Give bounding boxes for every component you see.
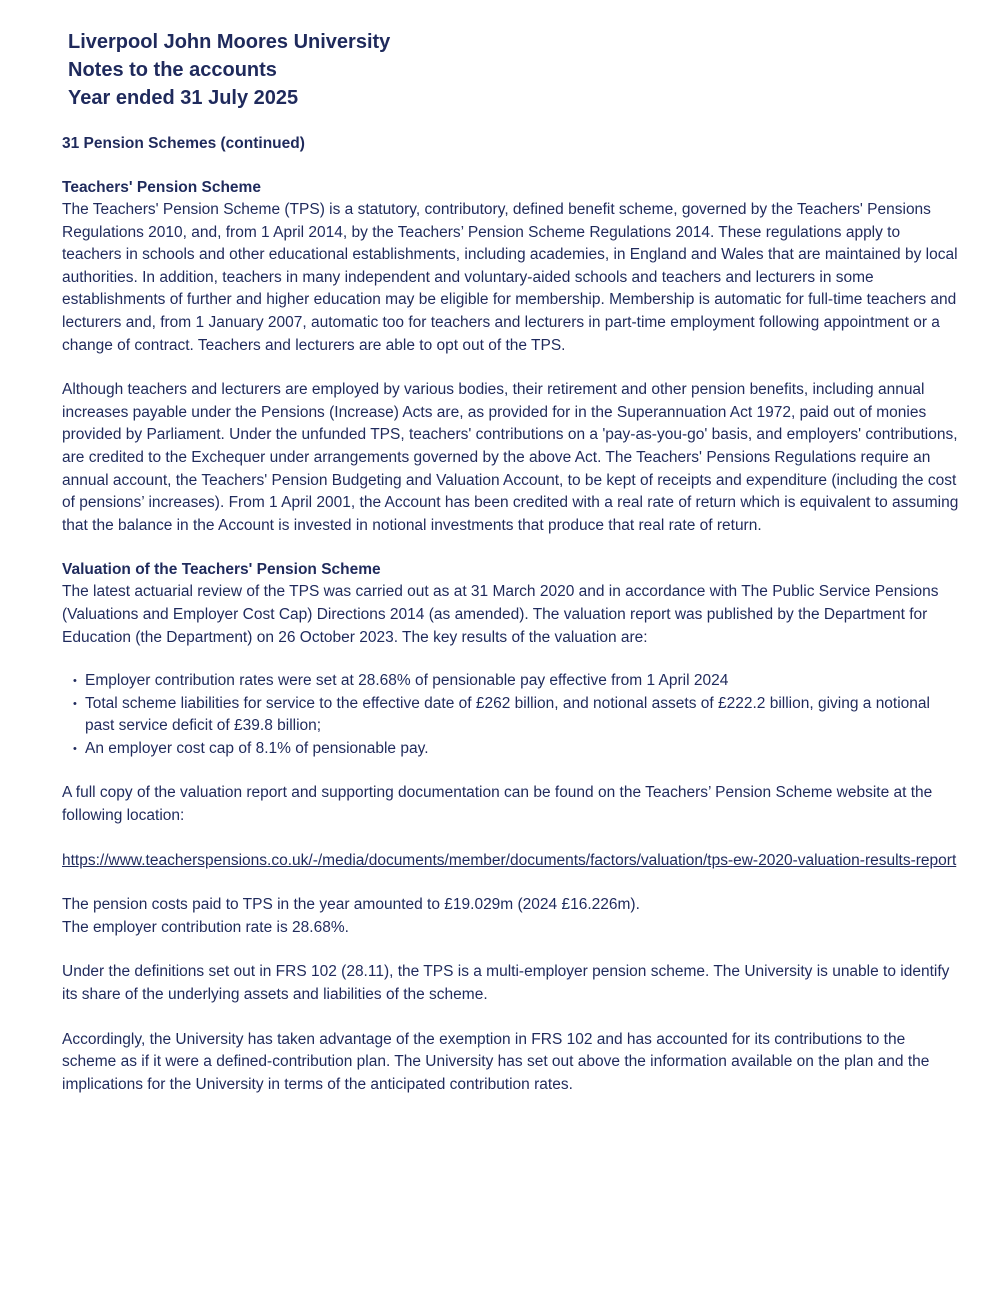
list-item: • Employer contribution rates were set at 28.68% of pensionable pay effective from 1 April 2024 (62, 670, 962, 693)
tps-heading: Teachers' Pension Scheme (62, 179, 261, 196)
pension-costs-line: The pension costs paid to TPS in the year amounted to £19.029m (2024 £16.226m). (62, 896, 640, 914)
document-title: Notes to the accounts (68, 59, 277, 81)
frs102-paragraph: Under the definitions set out in FRS 102 (28.11), the TPS is a multi-employer pension scheme. The University is unable to identify its share of the underlying assets and liabilities of the scheme. (62, 963, 950, 1004)
valuation-paragraph-2: A full copy of the valuation report and supporting documentation can be found on the Teachers’ Pension Scheme website at the following location: (62, 784, 933, 825)
section-title: 31 Pension Schemes (continued) (62, 135, 305, 152)
list-item: • Total scheme liabilities for service to the effective date of £262 billion, and notional assets of £222.2 billion, giving a notional past service deficit of £39.8 billion; (62, 693, 962, 738)
institution-name: Liverpool John Moores University (68, 31, 391, 53)
contribution-rate-line: The employer contribution rate is 28.68%. (62, 918, 349, 936)
document-page (62, 28, 962, 1096)
list-item: • An employer cost cap of 8.1% of pensionable pay. (62, 738, 962, 761)
period-label: Year ended 31 July 2025 (68, 87, 299, 109)
valuation-report-link-line (62, 850, 962, 873)
tps-paragraph-1: The Teachers' Pension Scheme (TPS) is a statutory, contributory, defined benefit scheme, governed by the Teachers' Pensions Regulations 2010, and, from 1 April 2014, by the Teachers’ Pension Scheme Regulations 2014. These regulations apply to teachers in schools and other educational establishments, including academies, in England and Wales that are maintained by local authorities. In addition, teachers in many independent and voluntary-aided schools and teachers and lecturers in some establishments of further and higher education may be eligible for membership. Membership is automatic for full-time teachers and lecturers and, from 1 January 2007, automatic too for teachers and lecturers in part-time employment following appointment or a change of contract. Teachers and lecturers are able to opt out of the TPS. (62, 201, 958, 354)
exemption-paragraph: Accordingly, the University has taken advantage of the exemption in FRS 102 and has accounted for its contributions to the scheme as if it were a defined-contribution plan. The University has set out above the information available on the plan and the implications for the University in terms of the anticipated contribution rates. (62, 1030, 930, 1093)
valuation-paragraph-1: The latest actuarial review of the TPS was carried out as at 31 March 2020 and in accordance with The Public Service Pensions (Valuations and Employer Cost Cap) Directions 2014 (as amended). The valuation report was published by the Department for Education (the Department) on 26 October 2023. The key results of the valuation are: (62, 583, 939, 646)
document-header (68, 28, 962, 112)
valuation-results-list (62, 670, 962, 760)
valuation-heading: Valuation of the Teachers' Pension Scheme (62, 561, 381, 579)
valuation-report-link[interactable]: https://www.teacherspensions.co.uk/-/media/documents/member/documents/factors/valuation/tps-ew-2020-valuation-results-report (62, 851, 957, 869)
tps-paragraph-2: Although teachers and lecturers are employed by various bodies, their retirement and other pension benefits, including annual increases payable under the Pensions (Increase) Acts are, as provided for in the Superannuation Act 1972, paid out of monies provided by Parliament. Under the unfunded TPS, teachers' contributions on a 'pay-as-you-go' basis, and employers' contributions, are credited to the Exchequer under arrangements governed by the above Act. The Teachers' Pensions Regulations require an annual account, the Teachers' Pension Budgeting and Valuation Account, to be kept of receipts and expenditure (including the cost of pensions’ increases). From 1 April 2001, the Account has been credited with a real rate of return which is equivalent to assuming that the balance in the Account is invested in notional investments that produce that real rate of return. (62, 381, 959, 534)
pension-costs-text (62, 894, 962, 939)
